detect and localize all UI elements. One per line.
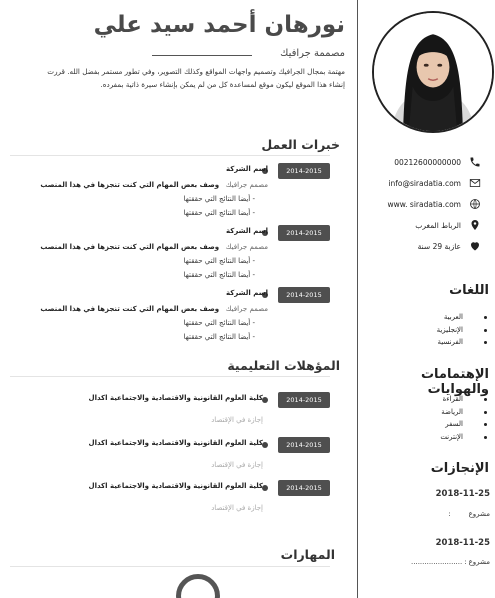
contact-phone <box>394 156 481 168</box>
achievement-row <box>411 558 490 566</box>
list-item: الفرنسية <box>437 336 471 349</box>
experience-line <box>40 305 268 313</box>
result-bullet: - أيضا النتائج التي حققتها <box>183 319 255 327</box>
achievement-colon: : <box>464 558 467 566</box>
skills-title: المهارات <box>280 547 335 562</box>
date-badge: 2014-2015 <box>278 437 330 453</box>
experience-title: خبرات العمل <box>261 137 340 152</box>
role-title: مصمم جرافيك <box>225 243 268 251</box>
job-title: مصممة جرافيك <box>280 48 345 59</box>
profile-summary: مهتمة بمجال الجرافيك وتصميم واجهات المواقع وكذلك التصوير، وفي تطور مستمر بفضل الله. قررت إنشاء هذا الموقع ليكون موقع لمساعدة كل من لم يمكن بإنشاء سيرة ذاتية بمفرده. <box>47 67 345 89</box>
college-name: كلية العلوم القانونية والاقتصادية والاجتماعية اكدال <box>88 394 263 402</box>
achievement-colon: : <box>448 510 451 518</box>
company-name: إسم الشركة <box>225 165 268 173</box>
globe-icon <box>469 198 481 210</box>
website-url[interactable]: www. siradatia.com <box>387 199 461 209</box>
location-text: الرباط المغرب <box>415 220 461 230</box>
contact-website <box>387 198 481 210</box>
list-item: الإنترنت <box>440 431 471 444</box>
achievement-dots: ....................... <box>411 558 463 566</box>
result-bullet: - أيضا النتائج التي حققتها <box>183 209 255 217</box>
avatar <box>374 13 492 131</box>
role-title: مصمم جرافيك <box>225 181 268 189</box>
college-name: كلية العلوم القانونية والاقتصادية والاجتماعية اكدال <box>88 482 263 490</box>
role-description: وصف بعض المهام التي كنت تنجزها في هذا المنصب <box>40 305 220 313</box>
list-item: السفر <box>440 418 471 431</box>
achievement-date: 2018-11-25 <box>435 489 490 499</box>
section-divider <box>10 566 330 567</box>
envelope-icon <box>469 177 481 189</box>
achievement-date: 2018-11-25 <box>435 538 490 548</box>
status-text: عازبة 29 سنة <box>417 241 461 251</box>
degree-name: إجازة في الإقتصاد <box>211 416 263 424</box>
date-badge: 2014-2015 <box>278 392 330 408</box>
contact-location <box>415 219 481 231</box>
interests-title: الإهتمامات والهوايات <box>420 367 489 397</box>
degree-name: إجازة في الإقتصاد <box>211 504 263 512</box>
phone-icon <box>469 156 481 168</box>
role-title: مصمم جرافيك <box>225 305 268 313</box>
title-underline <box>152 55 252 56</box>
sidebar <box>358 0 495 598</box>
contact-status <box>418 240 481 252</box>
location-pin-icon <box>469 219 481 231</box>
role-description: وصف بعض المهام التي كنت تنجزها في هذا المنصب <box>40 181 220 189</box>
company-name: إسم الشركة <box>225 227 268 235</box>
skill-gauge <box>176 574 220 598</box>
degree-name: إجازة في الإقتصاد <box>211 461 263 469</box>
languages-title: اللغات <box>449 283 489 298</box>
achievement-label: مشروع <box>468 510 490 518</box>
full-name: نورهان أحمد سيد علي <box>93 12 345 38</box>
result-bullet: - أيضا النتائج التي حققتها <box>183 333 255 341</box>
interests-list <box>440 393 471 443</box>
experience-line <box>40 181 268 189</box>
company-name: إسم الشركة <box>225 289 268 297</box>
role-description: وصف بعض المهام التي كنت تنجزها في هذا المنصب <box>40 243 220 251</box>
result-bullet: - أيضا النتائج التي حققتها <box>183 257 255 265</box>
heart-icon <box>469 240 481 252</box>
college-name: كلية العلوم القانونية والاقتصادية والاجتماعية اكدال <box>88 439 263 447</box>
experience-line <box>40 243 268 251</box>
date-badge: 2014-2015 <box>278 287 330 303</box>
profile-photo <box>372 11 494 133</box>
list-item: القراءة <box>440 393 471 406</box>
languages-list <box>437 311 471 349</box>
list-item: الرياضة <box>440 406 471 419</box>
date-badge: 2014-2015 <box>278 163 330 179</box>
result-bullet: - أيضا النتائج التي حققتها <box>183 195 255 203</box>
list-item: العربية <box>437 311 471 324</box>
date-badge: 2014-2015 <box>278 480 330 496</box>
email-address[interactable]: info@siradatia.com <box>388 178 461 188</box>
education-title: المؤهلات التعليمية <box>227 358 340 373</box>
date-badge: 2014-2015 <box>278 225 330 241</box>
result-bullet: - أيضا النتائج التي حققتها <box>183 271 255 279</box>
section-divider <box>10 155 330 156</box>
achievement-label: مشروع <box>468 558 490 566</box>
section-divider <box>10 376 330 377</box>
contact-email <box>388 177 481 189</box>
achievement-row <box>448 510 490 518</box>
phone-number: 00212600000000 <box>394 157 461 167</box>
list-item: الإنجليزية <box>437 324 471 337</box>
achievements-title: الإنجازات <box>430 461 489 476</box>
